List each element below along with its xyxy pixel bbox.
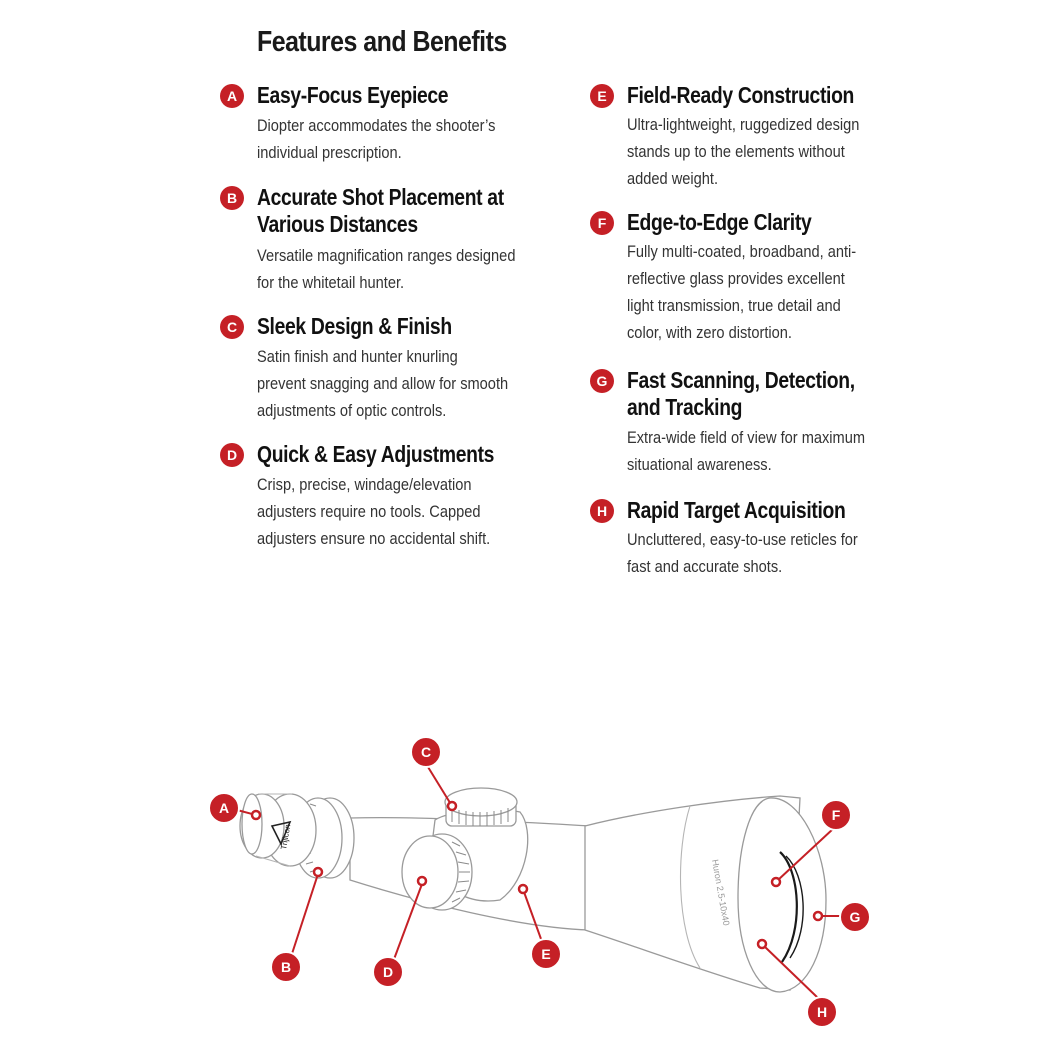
callout-badge-b: [271, 952, 301, 982]
callout-label: E: [541, 946, 551, 962]
callout-badge-c: [411, 737, 441, 767]
callout-badge-f: [821, 800, 851, 830]
feature-description: Uncluttered, easy-to-use reticles for fast and accurate shots.: [627, 530, 858, 576]
feature-description: Fully multi-coated, broadband, anti- reflective glass provides excellent light transmission, true detail and color, with zero distortion.: [627, 242, 857, 342]
bell-model-text: Huron 2.5-10x40: [710, 858, 732, 927]
feature-title: Fast Scanning, Detection, and Tracking: [627, 367, 855, 420]
brand-logo-text: Trijicon: [279, 823, 293, 851]
callout-label: G: [849, 909, 861, 925]
feature-badge: E: [590, 84, 614, 108]
feature-description: Ultra-lightweight, ruggedized design stands up to the elements without added weight.: [627, 115, 860, 188]
eyepiece: [240, 794, 316, 866]
feature-title: Easy-Focus Eyepiece: [257, 82, 449, 108]
feature-title: Quick & Easy Adjustments: [257, 441, 495, 467]
feature-description: Diopter accommodates the shooter’s individual prescription.: [257, 116, 496, 162]
callout-label: D: [382, 964, 394, 980]
page-title: Features and Benefits: [257, 26, 507, 58]
feature-title: Sleek Design & Finish: [257, 313, 452, 339]
feature-description: Crisp, precise, windage/elevation adjusters require no tools. Capped adjusters ensure no accidental shift.: [257, 475, 491, 548]
feature-badge: B: [220, 186, 244, 210]
feature-badge: H: [590, 499, 614, 523]
feature-description: Versatile magnification ranges designed for the whitetail hunter.: [257, 246, 516, 292]
feature-title: Rapid Target Acquisition: [627, 497, 846, 523]
callout-label: H: [816, 1004, 828, 1020]
callout-badge-d: [373, 957, 403, 987]
feature-badge: G: [590, 369, 614, 393]
feature-title: Edge-to-Edge Clarity: [627, 209, 812, 235]
feature-badge: C: [220, 315, 244, 339]
callout-badge-g: [840, 902, 870, 932]
feature-description: Satin finish and hunter knurling prevent snagging and allow for smooth adjustments of optic controls.: [257, 347, 509, 420]
feature-badge: D: [220, 443, 244, 467]
callout-label: C: [420, 744, 432, 760]
callout-label: B: [280, 959, 292, 975]
feature-title: Field-Ready Construction: [627, 82, 855, 108]
windage-turret: [402, 834, 472, 910]
callout-badge-h: [807, 997, 837, 1027]
callout-badge-a: [209, 793, 239, 823]
feature-badge: A: [220, 84, 244, 108]
feature-title: Accurate Shot Placement at Various Distances: [257, 184, 504, 237]
callout-badge-e: [531, 939, 561, 969]
callout-label: F: [831, 807, 841, 823]
feature-badge: F: [590, 211, 614, 235]
feature-description: Extra-wide field of view for maximum situational awareness.: [627, 428, 866, 474]
callout-label: A: [218, 800, 230, 816]
